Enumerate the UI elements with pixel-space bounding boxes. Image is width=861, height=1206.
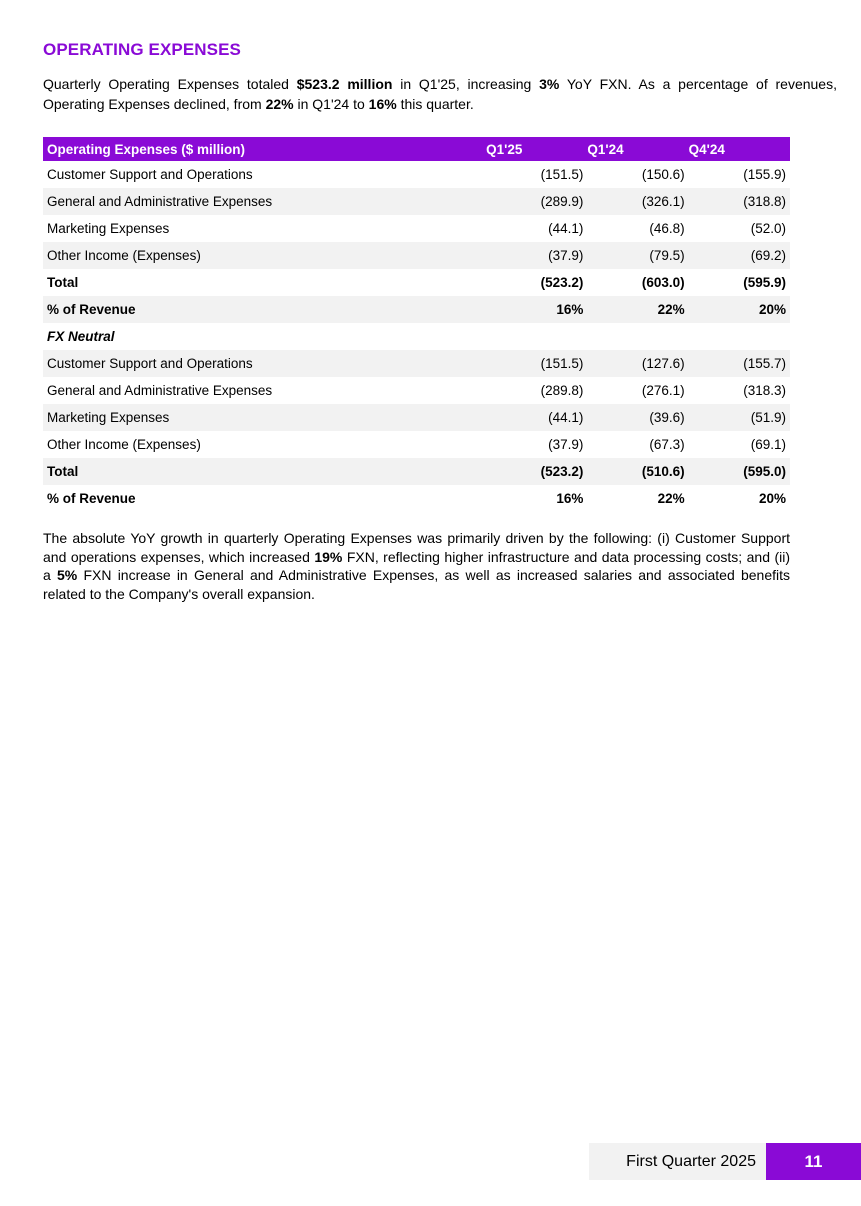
value-q1-24: 22% (657, 491, 685, 506)
total-row (43, 458, 790, 485)
intro-text: Quarterly Operating Expenses totaled (43, 76, 297, 92)
row-label: Customer Support and Operations (43, 350, 486, 377)
row-label: Other Income (Expenses) (43, 242, 486, 269)
header-q1-24: Q1'24 (587, 137, 688, 161)
row-label: FX Neutral (47, 329, 115, 344)
closing-highlight: 5% (57, 567, 78, 583)
fx-neutral-subheader (43, 323, 790, 350)
value-q1-25 (486, 323, 587, 350)
value-q1-25: (37.9) (486, 242, 587, 269)
value-q4-24: 20% (758, 491, 786, 506)
value-q1-24: (510.6) (587, 458, 688, 485)
table-row (43, 431, 790, 458)
value-q1-24: (67.3) (649, 437, 685, 452)
closing-text: FXN, reflecting higher infrastructure and data processing costs; and (ii) a (43, 548, 790, 583)
total-row (43, 269, 790, 296)
closing-text: FXN increase in General and Administrative Expenses, as well as increased salaries and associated benefits related to the Company's overall expansion. (43, 567, 790, 602)
value-q4-24: (155.9) (743, 167, 786, 182)
value-q1-24: (79.5) (587, 242, 688, 269)
value-q1-24 (587, 323, 688, 350)
intro-highlight: 3% (539, 76, 560, 92)
value-q1-24: (326.1) (587, 188, 688, 215)
value-q1-24: (39.6) (587, 404, 688, 431)
value-q1-24: (150.6) (641, 167, 685, 182)
value-q4-24: (318.8) (689, 188, 790, 215)
intro-text: in Q1'25, increasing (392, 76, 540, 92)
value-q4-24: (318.3) (743, 383, 786, 398)
row-label: Total (43, 458, 486, 485)
value-q4-24: 20% (689, 296, 790, 323)
value-q1-24: (46.8) (649, 221, 685, 236)
value-q1-25: (523.2) (540, 275, 584, 290)
intro-text: YoY FXN. As a percentage of revenues, Operating Expenses declined, from (43, 76, 837, 112)
header-label: Operating Expenses ($ million) (43, 137, 486, 161)
value-q1-25: 16% (556, 491, 584, 506)
value-q4-24: (69.1) (750, 437, 786, 452)
value-q1-24: (276.1) (641, 383, 685, 398)
value-q1-25: (289.8) (540, 383, 584, 398)
table-row (43, 161, 790, 188)
row-label: Total (47, 275, 79, 290)
table-row (43, 215, 790, 242)
intro-highlight: 22% (265, 96, 294, 112)
value-q1-24: 22% (587, 296, 688, 323)
table-row (43, 188, 790, 215)
header-q1-25: Q1'25 (486, 137, 587, 161)
value-q1-25: (289.9) (486, 188, 587, 215)
row-label: General and Administrative Expenses (43, 188, 486, 215)
intro-paragraph (43, 74, 837, 114)
percent-revenue-row (43, 296, 790, 323)
value-q1-25: (37.9) (548, 437, 584, 452)
value-q1-24: (127.6) (587, 350, 688, 377)
value-q4-24: (52.0) (750, 221, 786, 236)
value-q4-24: (69.2) (689, 242, 790, 269)
row-label: % of Revenue (43, 296, 486, 323)
row-label: Customer Support and Operations (47, 167, 253, 182)
value-q4-24: (595.0) (689, 458, 790, 485)
intro-highlight: $523.2 million (296, 76, 393, 92)
value-q4-24 (689, 323, 790, 350)
row-label: Marketing Expenses (43, 404, 486, 431)
intro-text: this quarter. (396, 96, 474, 112)
percent-revenue-row (43, 485, 790, 512)
intro-text: in Q1'24 to (293, 96, 369, 112)
table-row (43, 377, 790, 404)
table-row (43, 404, 790, 431)
value-q4-24: (595.9) (743, 275, 786, 290)
intro-highlight: 16% (368, 96, 397, 112)
closing-text: The absolute YoY growth in quarterly Operating Expenses was primarily driven by the following: (i) Customer Support and operations expenses, which increased (43, 530, 790, 565)
value-q1-25: (44.1) (548, 221, 584, 236)
closing-paragraph (43, 529, 790, 603)
row-label: General and Administrative Expenses (47, 383, 273, 398)
value-q1-25: (151.5) (486, 350, 587, 377)
row-label: Marketing Expenses (47, 221, 170, 236)
table-row (43, 242, 790, 269)
value-q1-25: 16% (486, 296, 587, 323)
table-row (43, 350, 790, 377)
value-q4-24: (155.7) (689, 350, 790, 377)
page-number: 11 (766, 1143, 861, 1180)
closing-highlight: 19% (314, 548, 343, 565)
operating-expenses-table (43, 137, 790, 512)
value-q1-24: (603.0) (641, 275, 685, 290)
value-q4-24: (51.9) (689, 404, 790, 431)
row-label: Other Income (Expenses) (47, 437, 201, 452)
footer-report-label: First Quarter 2025 (589, 1143, 766, 1180)
table-header-row (43, 137, 790, 161)
row-label: % of Revenue (47, 491, 136, 506)
section-title: OPERATING EXPENSES (43, 40, 241, 59)
value-q1-25: (523.2) (486, 458, 587, 485)
value-q1-25: (44.1) (486, 404, 587, 431)
value-q1-25: (151.5) (540, 167, 584, 182)
header-q4-24: Q4'24 (689, 137, 790, 161)
